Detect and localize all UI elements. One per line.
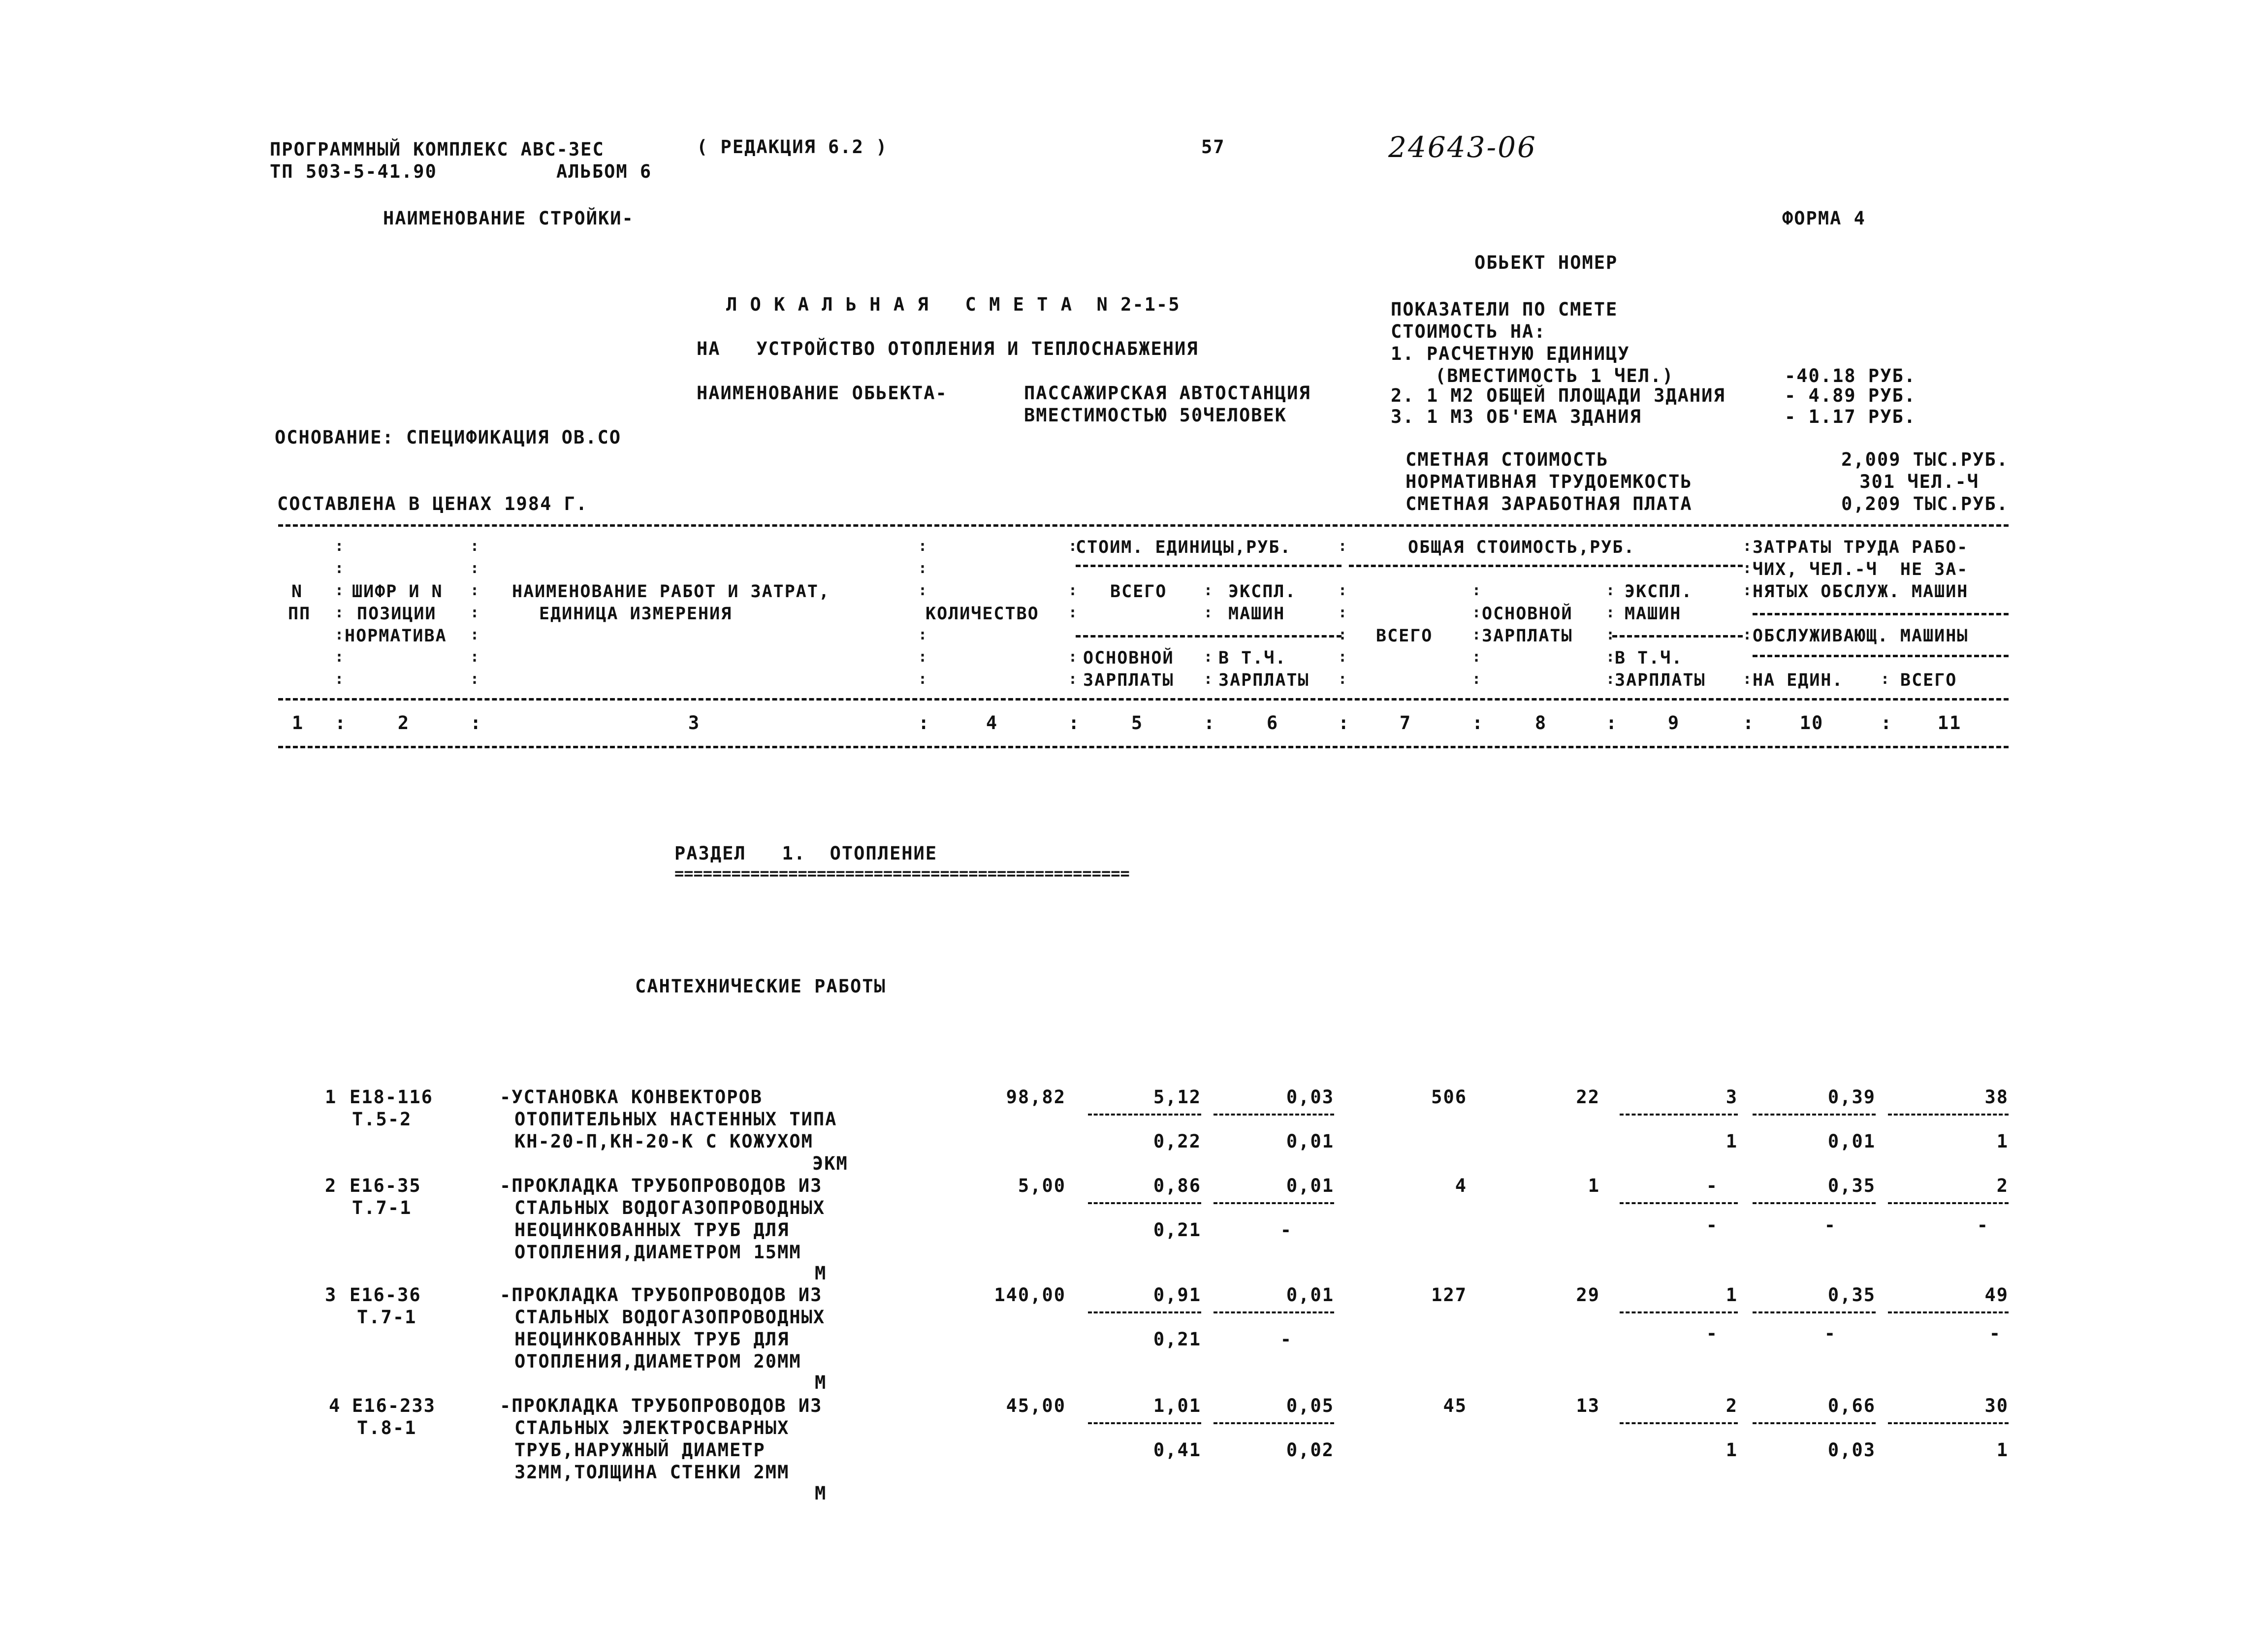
col6-header-wages: ЗАРПЛАТЫ xyxy=(1218,670,1310,690)
wage-label: СМЕТНАЯ ЗАРАБОТНАЯ ПЛАТА xyxy=(1406,493,1693,514)
row-split-rule xyxy=(1620,1311,1738,1313)
row-labor-all2: - xyxy=(1977,1214,1989,1236)
row-split-rule xyxy=(1214,1114,1334,1116)
row-total-incl: - xyxy=(1706,1214,1718,1236)
estimate-title: Л О К А Л Ь Н А Я С М Е Т А N 2-1-5 xyxy=(726,294,1181,315)
row-total-expl: - xyxy=(1706,1175,1718,1196)
col6-header-machines: МАШИН xyxy=(1228,604,1285,624)
indicator-3-value: - 1.17 РУБ. xyxy=(1785,406,1917,427)
row-labor-unit2: - xyxy=(1824,1323,1836,1344)
colnum: 9 xyxy=(1667,712,1680,734)
row-total-expl: 3 xyxy=(1725,1086,1738,1108)
row-unit-cost-basic: 0,41 xyxy=(1153,1439,1201,1461)
total-cost-header: ОБЩАЯ СТОИМОСТЬ,РУБ. xyxy=(1408,538,1635,557)
row-code-table: Т.5-2 xyxy=(352,1109,412,1130)
colnum: 11 xyxy=(1937,712,1962,734)
row-split-rule xyxy=(1753,1311,1876,1313)
row-split-rule xyxy=(1888,1202,2009,1204)
row-labor-all2: - xyxy=(1989,1323,2001,1344)
row-unit-cost-incl: 0,02 xyxy=(1286,1439,1334,1461)
row-unit: М xyxy=(815,1483,827,1504)
row-name: СТАЛЬНЫХ ЭЛЕКТРОСВАРНЫХ xyxy=(514,1417,790,1438)
program-name: ПРОГРАММНЫЙ КОМПЛЕКС АВС-3ЕС xyxy=(270,139,605,160)
indicator-2-value: - 4.89 РУБ. xyxy=(1785,385,1917,406)
unit-cost-subrule xyxy=(1076,565,1342,567)
row-unit-cost-basic: 0,21 xyxy=(1153,1219,1201,1241)
row-unit-cost-incl: 0,01 xyxy=(1286,1131,1334,1152)
row-unit-cost-expl: 0,05 xyxy=(1286,1395,1334,1416)
row-name: КН-20-П,КН-20-К С КОЖУХОМ xyxy=(514,1131,813,1152)
row-unit-cost-all: 0,86 xyxy=(1153,1175,1201,1196)
row-total: 45 xyxy=(1443,1395,1467,1416)
column-numbers-rule xyxy=(278,746,2009,748)
unit-cost-header: СТОИМ. ЕДИНИЦЫ,РУБ. xyxy=(1076,538,1292,557)
row-split-rule xyxy=(1888,1311,2009,1313)
row-unit-cost-expl: 0,01 xyxy=(1286,1175,1334,1196)
row-split-rule xyxy=(1214,1422,1334,1424)
colnum: 10 xyxy=(1799,712,1824,734)
row-quantity: 98,82 xyxy=(1006,1086,1066,1108)
colnum: 8 xyxy=(1534,712,1547,734)
row-unit-cost-incl: - xyxy=(1280,1329,1292,1350)
row-total-incl: 1 xyxy=(1725,1131,1738,1152)
project-code: ТП 503-5-41.90 xyxy=(270,161,437,182)
col5-header-wages: ЗАРПЛАТЫ xyxy=(1083,670,1174,690)
col9-header-incl: В Т.Ч. xyxy=(1615,648,1683,668)
object-name-line1: ПАССАЖИРСКАЯ АВТОСТАНЦИЯ xyxy=(1024,383,1311,404)
col8-header-basic: ОСНОВНОЙ xyxy=(1482,604,1573,624)
indicator-1-value: -40.18 РУБ. xyxy=(1785,365,1917,386)
row-name: -ПРОКЛАДКА ТРУБОПРОВОДОВ ИЗ xyxy=(500,1395,823,1416)
col8-header-wages: ЗАРПЛАТЫ xyxy=(1482,626,1573,646)
row-labor-all: 49 xyxy=(1984,1284,2009,1306)
col3-header-b: ЕДИНИЦА ИЗМЕРЕНИЯ xyxy=(539,604,733,624)
row-number: 4 xyxy=(329,1395,341,1416)
labor-label: НОРМАТИВНАЯ ТРУДОЕМКОСТЬ xyxy=(1406,471,1693,492)
col1-header-a: N xyxy=(291,582,303,602)
header-bottom-rule xyxy=(278,698,2009,701)
row-name: ТРУБ,НАРУЖНЫЙ ДИАМЕТР xyxy=(514,1439,766,1461)
row-unit: М xyxy=(815,1263,827,1284)
indicator-2-label: 2. 1 М2 ОБЩЕЙ ПЛОЩАДИ ЗДАНИЯ xyxy=(1391,385,1725,406)
indicator-3-label: 3. 1 М3 ОБ'ЕМА ЗДАНИЯ xyxy=(1391,406,1642,427)
basis: ОСНОВАНИЕ: СПЕЦИФИКАЦИЯ ОВ.СО xyxy=(275,427,622,448)
unit-cost-mid-rule xyxy=(1076,635,1342,638)
row-unit-cost-expl: 0,01 xyxy=(1286,1284,1334,1306)
row-total-basic: 1 xyxy=(1588,1175,1600,1196)
row-split-rule xyxy=(1088,1311,1201,1313)
row-name: 32ММ,ТОЛЩИНА СТЕНКИ 2ММ xyxy=(514,1462,790,1483)
col3-header-a: НАИМЕНОВАНИЕ РАБОТ И ЗАТРАТ, xyxy=(512,582,831,602)
row-labor-unit: 0,35 xyxy=(1827,1284,1876,1306)
row-number: 2 xyxy=(325,1175,337,1196)
row-unit: М xyxy=(815,1372,827,1393)
row-unit-cost-all: 5,12 xyxy=(1153,1086,1201,1108)
row-split-rule xyxy=(1214,1311,1334,1313)
row-total-expl: 2 xyxy=(1725,1395,1738,1416)
row-code: Е16-36 xyxy=(350,1284,421,1306)
col11-header: ВСЕГО xyxy=(1900,670,1957,690)
row-labor-unit2: 0,01 xyxy=(1827,1131,1876,1152)
row-name: НЕОЦИНКОВАННЫХ ТРУБ ДЛЯ xyxy=(514,1329,790,1350)
album: АЛЬБОМ 6 xyxy=(556,161,652,182)
row-split-rule xyxy=(1888,1114,2009,1116)
col4-header: КОЛИЧЕСТВО xyxy=(926,604,1039,624)
indicators-title: ПОКАЗАТЕЛИ ПО СМЕТЕ xyxy=(1391,299,1618,320)
labor-subrule-1 xyxy=(1753,613,2009,615)
colnum: 4 xyxy=(986,712,998,734)
row-name: СТАЛЬНЫХ ВОДОГАЗОПРОВОДНЫХ xyxy=(514,1197,826,1218)
estimated-cost-label: СМЕТНАЯ СТОИМОСТЬ xyxy=(1406,449,1609,470)
row-name: ОТОПИТЕЛЬНЫХ НАСТЕННЫХ ТИПА xyxy=(514,1109,837,1130)
row-split-rule xyxy=(1088,1422,1201,1424)
row-split-rule xyxy=(1620,1202,1738,1204)
total-cost-subrule xyxy=(1349,565,1743,567)
row-unit: ЭКМ xyxy=(812,1153,848,1174)
labor-header-3: НЯТЫХ ОБСЛУЖ. МАШИН xyxy=(1753,582,1969,602)
col9-header-expl: ЭКСПЛ. xyxy=(1625,582,1693,602)
colnum: 5 xyxy=(1131,712,1144,734)
row-unit-cost-all: 1,01 xyxy=(1153,1395,1201,1416)
row-code: Е16-233 xyxy=(352,1395,436,1416)
row-total: 127 xyxy=(1431,1284,1467,1306)
construction-label: НАИМЕНОВАНИЕ СТРОЙКИ- xyxy=(383,208,634,229)
estimate-subject: НА УСТРОЙСТВО ОТОПЛЕНИЯ И ТЕПЛОСНАБЖЕНИЯ xyxy=(697,338,1199,359)
labor-subrule-2 xyxy=(1753,655,2009,657)
row-total-basic: 13 xyxy=(1576,1395,1600,1416)
row-name: -ПРОКЛАДКА ТРУБОПРОВОДОВ ИЗ xyxy=(500,1175,823,1196)
col9-header-machines: МАШИН xyxy=(1625,604,1682,624)
row-split-rule xyxy=(1753,1114,1876,1116)
row-number: 1 xyxy=(325,1086,337,1108)
row-labor-all: 30 xyxy=(1984,1395,2009,1416)
col1-header-b: ПП xyxy=(288,604,311,624)
row-name: ОТОПЛЕНИЯ,ДИАМЕТРОМ 15ММ xyxy=(514,1242,801,1263)
row-labor-unit: 0,35 xyxy=(1827,1175,1876,1196)
col6-header-expl: ЭКСПЛ. xyxy=(1228,582,1297,602)
labor-value: 301 ЧЕЛ.-Ч xyxy=(1859,471,1979,492)
row-quantity: 5,00 xyxy=(1018,1175,1066,1196)
row-code-table: Т.8-1 xyxy=(357,1417,417,1438)
labor-header-4: ОБСЛУЖИВАЮЩ. МАШИНЫ xyxy=(1753,626,1969,646)
colnum: 2 xyxy=(397,712,410,734)
col5-header-basic: ОСНОВНОЙ xyxy=(1083,648,1174,668)
row-labor-all2: 1 xyxy=(1996,1439,2009,1461)
handwritten-code: 24643-06 xyxy=(1388,130,1537,164)
subsection-title: САНТЕХНИЧЕСКИЕ РАБОТЫ xyxy=(635,976,886,997)
row-labor-unit2: 0,03 xyxy=(1827,1439,1876,1461)
prices-year: СОСТАВЛЕНА В ЦЕНАХ 1984 Г. xyxy=(277,493,588,514)
labor-header-2: ЧИХ, ЧЕЛ.-Ч НЕ ЗА- xyxy=(1753,560,1969,579)
row-split-rule xyxy=(1620,1422,1738,1424)
row-code-table: Т.7-1 xyxy=(352,1197,412,1218)
edition: ( РЕДАКЦИЯ 6.2 ) xyxy=(697,136,888,158)
row-name: СТАЛЬНЫХ ВОДОГАЗОПРОВОДНЫХ xyxy=(514,1307,826,1328)
row-split-rule xyxy=(1088,1202,1201,1204)
indicator-1-sub: (ВМЕСТИМОСТЬ 1 ЧЕЛ.) xyxy=(1435,365,1674,386)
estimated-cost-value: 2,009 ТЫС.РУБ. xyxy=(1841,449,2009,470)
labor-header-1: ЗАТРАТЫ ТРУДА РАБО- xyxy=(1753,538,1969,557)
row-total-basic: 22 xyxy=(1576,1086,1600,1108)
col6-header-incl: В Т.Ч. xyxy=(1218,648,1287,668)
row-split-rule xyxy=(1753,1422,1876,1424)
col9-header-wages: ЗАРПЛАТЫ xyxy=(1615,670,1706,690)
colnum: 1 xyxy=(291,712,304,734)
form-label: ФОРМА 4 xyxy=(1782,208,1866,229)
col2-header-c: НОРМАТИВА xyxy=(345,626,447,646)
table-top-rule xyxy=(278,524,2009,527)
col2-header-b: ПОЗИЦИИ xyxy=(357,604,437,624)
row-split-rule xyxy=(1620,1114,1738,1116)
row-unit-cost-expl: 0,03 xyxy=(1286,1086,1334,1108)
colnum: 3 xyxy=(688,712,701,734)
indicators-cost-on: СТОИМОСТЬ НА: xyxy=(1391,321,1546,342)
colnum: 7 xyxy=(1399,712,1412,734)
object-name-line2: ВМЕСТИМОСТЬЮ 50ЧЕЛОВЕК xyxy=(1024,405,1287,426)
col10-header: НА ЕДИН. xyxy=(1753,670,1844,690)
row-labor-unit2: - xyxy=(1824,1214,1836,1236)
colnum: 6 xyxy=(1266,712,1279,734)
row-unit-cost-all: 0,91 xyxy=(1153,1284,1201,1306)
indicator-1-label: 1. РАСЧЕТНУЮ ЕДИНИЦУ xyxy=(1391,343,1630,364)
row-unit-cost-incl: - xyxy=(1280,1219,1292,1241)
row-labor-all2: 1 xyxy=(1996,1131,2009,1152)
row-labor-all: 38 xyxy=(1984,1086,2009,1108)
row-code: Е18-116 xyxy=(350,1086,433,1108)
row-name: -УСТАНОВКА КОНВЕКТОРОВ xyxy=(500,1086,763,1108)
row-code: Е16-35 xyxy=(350,1175,421,1196)
row-quantity: 140,00 xyxy=(994,1284,1066,1306)
row-labor-all: 2 xyxy=(1996,1175,2009,1196)
row-total-basic: 29 xyxy=(1576,1284,1600,1306)
row-unit-cost-basic: 0,22 xyxy=(1153,1131,1201,1152)
row-quantity: 45,00 xyxy=(1006,1395,1066,1416)
page-number: 57 xyxy=(1201,136,1225,158)
col9-mid-rule xyxy=(1612,635,1743,638)
col2-header-a: ШИФР И N xyxy=(352,582,443,602)
row-labor-unit: 0,66 xyxy=(1827,1395,1876,1416)
wage-value: 0,209 ТЫС.РУБ. xyxy=(1841,493,2009,514)
row-code-table: Т.7-1 xyxy=(357,1307,417,1328)
object-label: НАИМЕНОВАНИЕ ОБЬЕКТА- xyxy=(697,383,948,404)
row-total-incl: 1 xyxy=(1725,1439,1738,1461)
row-unit-cost-basic: 0,21 xyxy=(1153,1329,1201,1350)
row-number: 3 xyxy=(325,1284,337,1306)
row-name: ОТОПЛЕНИЯ,ДИАМЕТРОМ 20ММ xyxy=(514,1351,801,1372)
col7-header: ВСЕГО xyxy=(1376,626,1433,646)
row-total: 4 xyxy=(1455,1175,1467,1196)
row-total-expl: 1 xyxy=(1725,1284,1738,1306)
row-split-rule xyxy=(1888,1422,2009,1424)
object-number: ОБЬЕКТ НОМЕР xyxy=(1474,252,1618,273)
row-split-rule xyxy=(1088,1114,1201,1116)
row-total-incl: - xyxy=(1706,1323,1718,1344)
row-split-rule xyxy=(1214,1202,1334,1204)
row-name: -ПРОКЛАДКА ТРУБОПРОВОДОВ ИЗ xyxy=(500,1284,823,1306)
row-name: НЕОЦИНКОВАННЫХ ТРУБ ДЛЯ xyxy=(514,1219,790,1241)
row-split-rule xyxy=(1753,1202,1876,1204)
row-total: 506 xyxy=(1431,1086,1467,1108)
section-underline: ================================================ xyxy=(674,864,1130,883)
section-title: РАЗДЕЛ 1. ОТОПЛЕНИЕ xyxy=(674,843,938,864)
col5-header-all: ВСЕГО xyxy=(1110,582,1167,602)
row-labor-unit: 0,39 xyxy=(1827,1086,1876,1108)
